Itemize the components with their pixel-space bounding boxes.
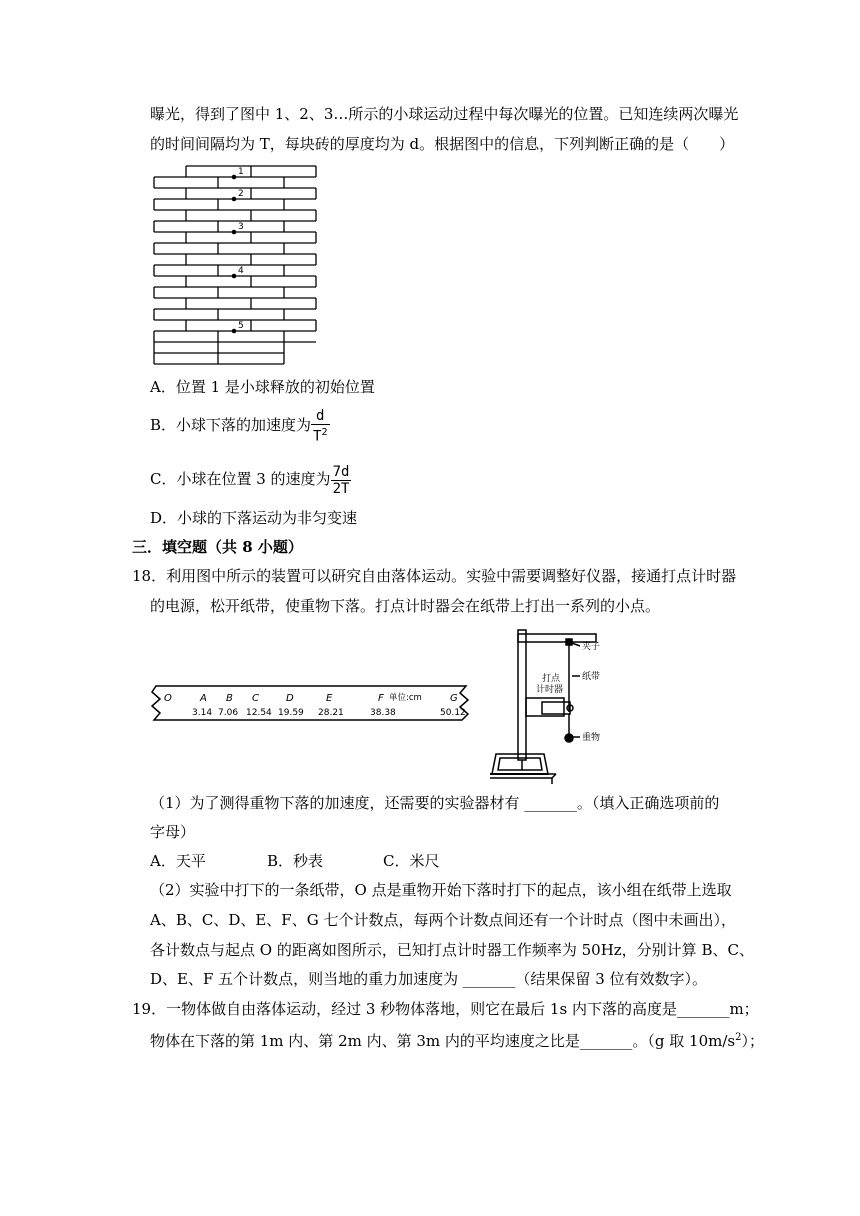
fraction-denominator-base: T xyxy=(313,428,322,445)
q19-line2-text: 物体在下落的第 1m 内、第 2m 内、第 3m 内的平均速度之比是_______。（g 取 10m/s xyxy=(150,1032,736,1050)
fraction-exponent: 2 xyxy=(321,426,328,438)
fraction-numerator: 7d xyxy=(332,463,350,480)
ball-position-2 xyxy=(232,197,237,202)
brick-wall-figure xyxy=(150,162,322,366)
q18-part1-option-b: B．秒表 xyxy=(267,852,324,870)
tape-label: D xyxy=(286,693,294,704)
ball-position-4 xyxy=(232,274,237,279)
section-title: 三．填空题（共 8 小题） xyxy=(132,538,303,556)
q18-part1-line2: 字母） xyxy=(150,823,196,841)
q18-part1-line1: （1）为了测得重物下落的加速度，还需要的实验器材有 _______。（填入正确选项前的 xyxy=(150,794,720,812)
q19-line1: 19．一物体做自由落体运动，经过 3 秒物体落地，则它在最后 1s 内下落的高度是_______m； xyxy=(132,1000,759,1018)
top-crossbar xyxy=(518,634,596,642)
fraction-denominator xyxy=(311,425,329,445)
apparatus-drawing xyxy=(490,630,596,784)
option-c-fraction xyxy=(331,464,352,497)
q18-part2-line3: 各计数点与起点 O 的距离如图所示，已知打点计时器工作频率为 50Hz，分别计算 B、C、 xyxy=(150,941,754,959)
stand-pole xyxy=(518,630,526,760)
tape-unit: 单位:cm xyxy=(389,693,422,703)
stand-base xyxy=(492,754,548,774)
q18-part2-line2: A、B、C、D、E、F、G 七个计数点，每两个计数点间还有一个计时点（图中未画出）， xyxy=(150,911,736,929)
spark-timer xyxy=(542,702,570,714)
q18-part1-option-a: A．天平 xyxy=(150,852,206,870)
tape-value: 12.54 xyxy=(246,708,272,718)
q19-exponent: 2 xyxy=(735,1032,742,1043)
tape-label: E xyxy=(326,693,333,704)
position-label: 4 xyxy=(238,266,244,276)
paper-tape-figure xyxy=(146,680,476,726)
option-c-text: C．小球在位置 3 的速度为 xyxy=(150,470,331,488)
position-label: 3 xyxy=(238,222,244,232)
tape-label: G xyxy=(450,693,458,704)
q19-line2-end: ）； xyxy=(741,1032,765,1050)
tape-label: C xyxy=(252,693,259,704)
q18-line1: 18．利用图中所示的装置可以研究自由落体运动。实验中需要调整好仪器，接通打点计时器 xyxy=(132,567,737,585)
clip xyxy=(566,639,572,645)
tape-value: 3.14 xyxy=(192,708,213,718)
q18-part2-line1: （2）实验中打下的一条纸带，O 点是重物开始下落时打下的起点，该小组在纸带上选取 xyxy=(150,881,732,899)
option-b-text: B．小球下落的加速度为 xyxy=(150,416,312,434)
tape-label: O xyxy=(164,693,172,704)
tape-label: A xyxy=(200,693,207,704)
q17-option-a: A．位置 1 是小球释放的初始位置 xyxy=(150,378,375,396)
q18-part1-option-c: C．米尺 xyxy=(383,852,440,870)
position-label: 1 xyxy=(238,167,244,177)
q17-stem-line1: 曝光，得到了图中 1、2、3…所示的小球运动过程中每次曝光的位置。已知连续两次曝光 xyxy=(150,105,739,123)
q17-option-b xyxy=(150,406,330,444)
tape-value: 28.21 xyxy=(318,708,344,718)
tape-value: 7.06 xyxy=(218,708,239,718)
label-timer-line2: 计时器 xyxy=(536,685,564,695)
ball-position-5 xyxy=(232,329,237,334)
fraction-denominator: 2T xyxy=(332,480,350,497)
ball-position-labels xyxy=(238,167,244,331)
brick-wall-lines xyxy=(154,166,316,364)
label-timer-line1: 打点 xyxy=(542,674,561,684)
position-label: 2 xyxy=(238,189,244,199)
q17-stem-line2: 的时间间隔均为 T，每块砖的厚度均为 d。根据图中的信息，下列判断正确的是（ ） xyxy=(150,135,735,153)
free-fall-apparatus-figure xyxy=(486,624,646,784)
label-weight: 重物 xyxy=(582,733,601,743)
tape-label: F xyxy=(378,693,384,704)
tape-value: 38.38 xyxy=(370,708,396,718)
q19-line2 xyxy=(150,1028,764,1051)
option-b-fraction xyxy=(311,408,329,445)
tape-value: 19.59 xyxy=(278,708,304,718)
weight xyxy=(565,734,573,742)
tape-label: B xyxy=(226,693,233,704)
label-clip: 夹子 xyxy=(582,642,601,652)
position-label: 5 xyxy=(238,321,244,331)
tape-value: 50.12 xyxy=(440,708,466,718)
q18-part2-line4: D、E、F 五个计数点，则当地的重力加速度为 _______（结果保留 3 位有效数字）。 xyxy=(150,970,708,988)
ball-position-1 xyxy=(232,175,237,180)
apparatus-labels xyxy=(536,640,600,743)
q17-option-c xyxy=(150,460,351,498)
label-tape: 纸带 xyxy=(582,672,601,682)
q18-line2: 的电源，松开纸带，使重物下落。打点计时器会在纸带上打出一系列的小点。 xyxy=(150,597,661,615)
q17-option-d: D．小球的下落运动为非匀变速 xyxy=(150,509,358,527)
fraction-numerator: d xyxy=(311,408,329,425)
ball-position-3 xyxy=(232,230,237,235)
